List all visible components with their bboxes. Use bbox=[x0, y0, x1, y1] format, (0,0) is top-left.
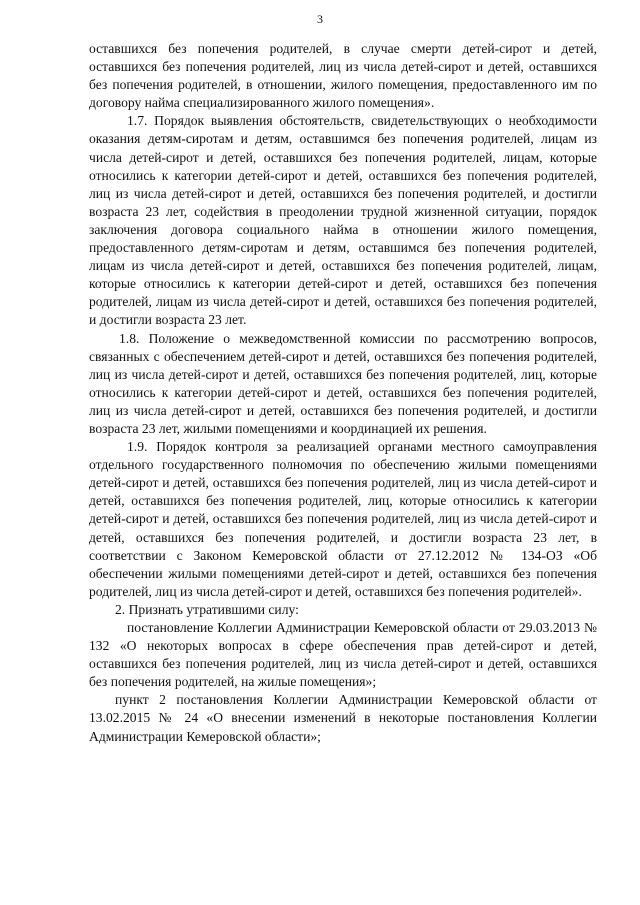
document-body bbox=[89, 40, 597, 746]
paragraph-1-9: 1.9. Порядок контроля за реализацией органами местного самоуправления отдельного государственного полномочия по обеспечению жилыми помещениями детей-сирот и детей, оставшихся без попечения родителей, лиц из числа детей-сирот и детей, оставшихся без попечения родителей, лиц, которые относились к категории детей-сирот и детей, оставшихся без попечения родителей, лиц из числа детей-сирот и детей, оставшихся без попечения родителей, и достигли возраста 23 лет, в соответствии с Законом Кемеровской области от 27.12.2012 № 134-ОЗ «Об обеспечении жилыми помещениями детей-сирот и детей, оставшихся без попечения родителей, лиц из числа детей-сирот и детей, оставшихся без попечения родителей». bbox=[89, 439, 597, 599]
paragraph-1-8: 1.8. Положение о межведомственной комиссии по рассмотрению вопросов, связанных с обеспечением детей-сирот и детей, оставшихся без попечения родителей, лиц из числа детей-сирот и детей, оставшихся без попечения родителей, лиц, которые относились к категории детей-сирот и детей, оставшихся без попечения родителей, лиц из числа детей-сирот и детей, оставшихся без попечения родителей, и достигли возраста 23 лет, жилыми помещениями и координацией их решения. bbox=[89, 330, 597, 436]
paragraph-repealed-resolution-132: постановление Коллегии Администрации Кемеровской области от 29.03.2013 № 132 «О некоторых вопросах в сфере обеспечения прав детей-сирот и детей, оставшихся без попечения родителей, лиц из числа детей-сирот и детей, оставшихся без попечения родителей, на жилые помещения»; bbox=[89, 620, 597, 690]
paragraph-1-7: 1.7. Порядок выявления обстоятельств, свидетельствующих о необходимости оказания детям-сиротам и детям, оставшимся без попечения родителей, лицам из числа детей-сирот и детей, оставшихся без попечения родителей, лицам, которые относились к категории детей-сирот и детей, оставшихся без попечения родителей, лиц из числа детей-сирот и детей, оставшихся без попечения родителей, и достигли возраста 23 лет, содействия в преодолении трудной жизненной ситуации, порядок заключения договора социального найма в отношении жилого помещения, предоставленного детям-сиротам и детям, оставшимся без попечения родителей, лицам из числа детей-сирот и детей, оставшихся без попечения родителей, лицам, которые относились к категории детей-сирот и детей, оставшихся без попечения родителей, лицам из числа детей-сирот и детей, оставшихся без попечения родителей, и достигли возраста 23 лет. bbox=[89, 113, 597, 328]
paragraph-2-heading: 2. Признать утратившими силу: bbox=[115, 601, 299, 617]
paragraph-1-continuation: оставшихся без попечения родителей, в случае смерти детей-сирот и детей, оставшихся без попечения родителей, лиц из числа детей-сирот и детей, оставшихся без попечения родителей, в отношении, жилого помещения, предоставленного им по договору найма специализированного жилого помещения». bbox=[89, 41, 597, 111]
paragraph-repealed-resolution-24: пункт 2 постановления Коллегии Администрации Кемеровской области от 13.02.2015 № 24 «О внесении изменений в некоторые постановления Коллегии Администрации Кемеровской области»; bbox=[89, 692, 597, 744]
page-number: 3 bbox=[317, 12, 323, 26]
